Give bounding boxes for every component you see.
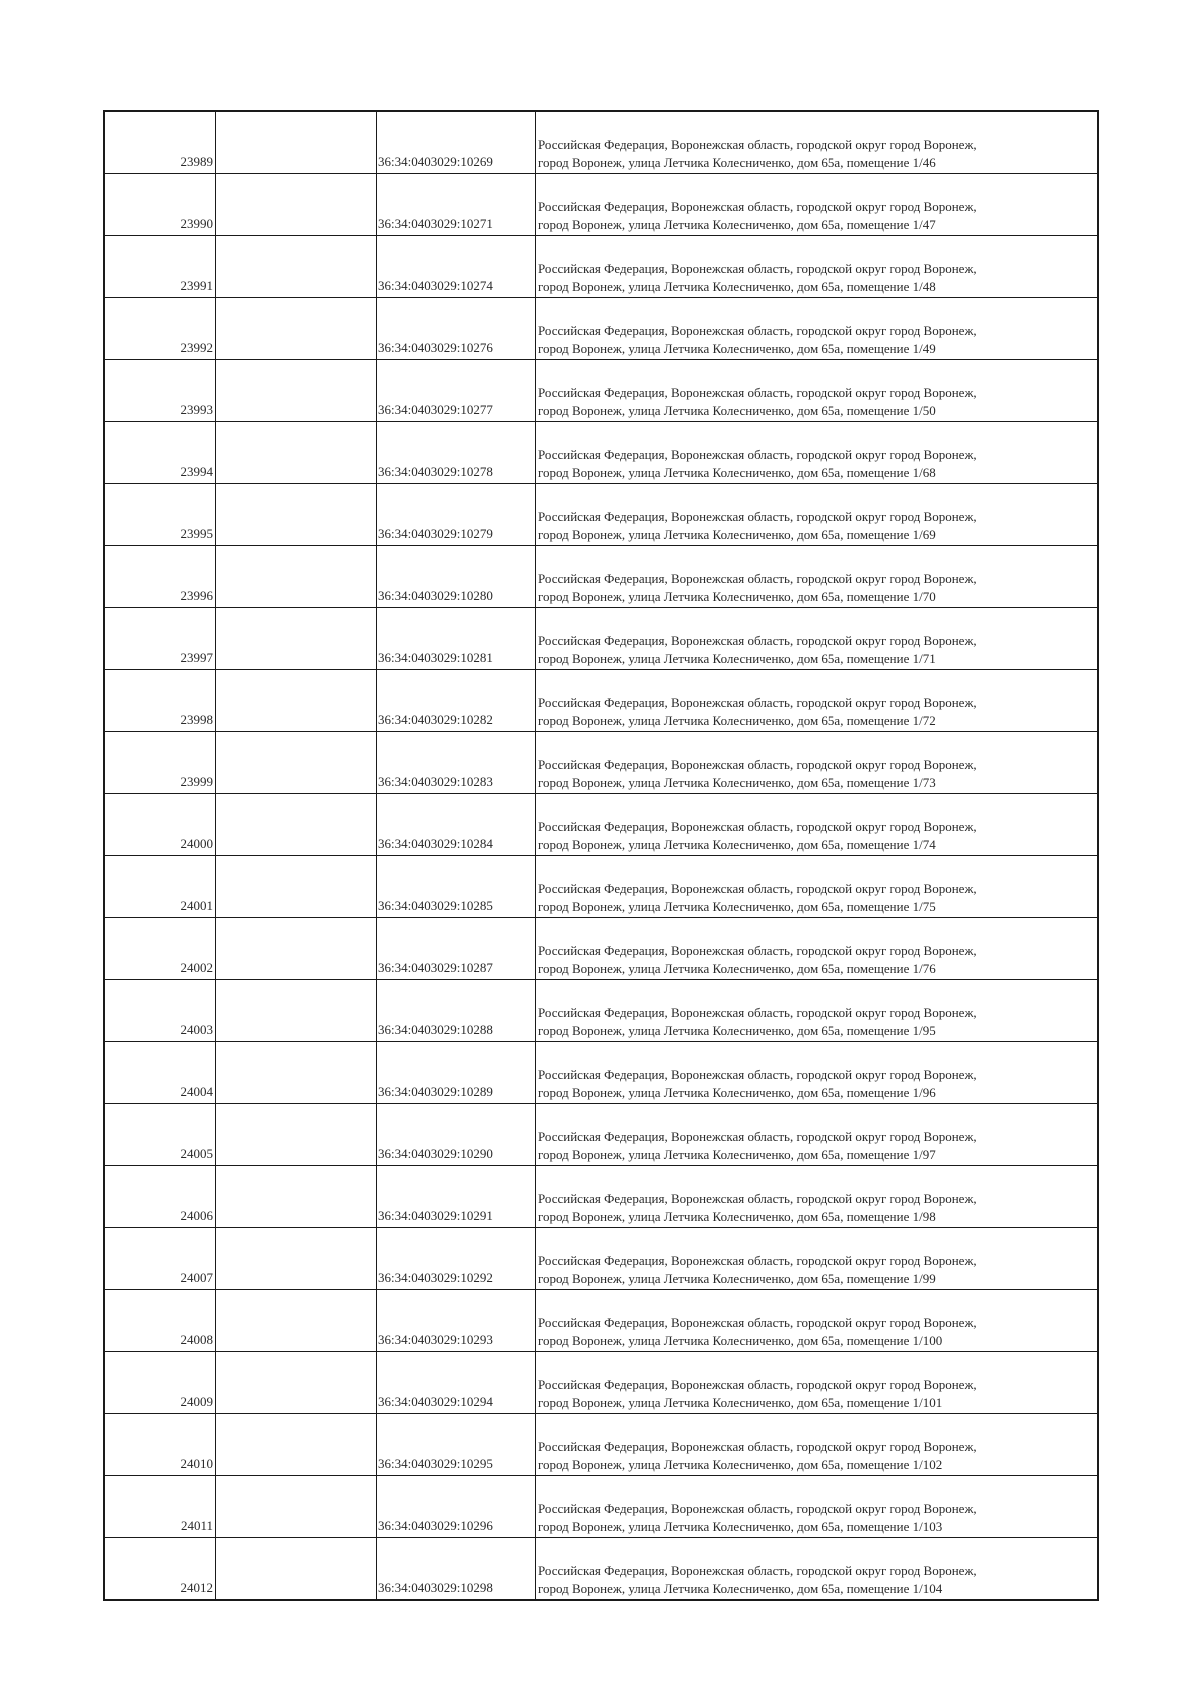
cadastral-number-cell: 36:34:0403029:10276 (377, 298, 536, 360)
address-line-1: Российская Федерация, Воронежская область, городской округ город Воронеж, (538, 509, 977, 524)
row-number-cell: 24006 (104, 1166, 216, 1228)
address-cell (536, 1290, 1099, 1352)
row-number-cell: 23994 (104, 422, 216, 484)
table-row (104, 236, 1098, 298)
address-cell (536, 794, 1099, 856)
empty-cell (216, 546, 377, 608)
cadastral-number-cell: 36:34:0403029:10284 (377, 794, 536, 856)
address-line-2: город Воронеж, улица Летчика Колесниченко, дом 65а, помещение 1/50 (538, 403, 936, 418)
address-line-1: Российская Федерация, Воронежская область, городской округ город Воронеж, (538, 881, 977, 896)
row-number-cell: 24001 (104, 856, 216, 918)
row-number-cell: 23997 (104, 608, 216, 670)
address-line-1: Российская Федерация, Воронежская область, городской округ город Воронеж, (538, 1005, 977, 1020)
address-line-2: город Воронеж, улица Летчика Колесниченко, дом 65а, помещение 1/75 (538, 899, 936, 914)
empty-cell (216, 1476, 377, 1538)
address-line-1: Российская Федерация, Воронежская область, городской округ город Воронеж, (538, 633, 977, 648)
address-cell (536, 1352, 1099, 1414)
table-row (104, 174, 1098, 236)
empty-cell (216, 856, 377, 918)
address-line-2: город Воронеж, улица Летчика Колесниченко, дом 65а, помещение 1/104 (538, 1581, 943, 1596)
table-row (104, 1104, 1098, 1166)
address-cell (536, 1042, 1099, 1104)
row-number-cell: 24007 (104, 1228, 216, 1290)
address-line-2: город Воронеж, улица Летчика Колесниченко, дом 65а, помещение 1/76 (538, 961, 936, 976)
address-line-1: Российская Федерация, Воронежская область, городской округ город Воронеж, (538, 1129, 977, 1144)
cadastral-number-cell: 36:34:0403029:10293 (377, 1290, 536, 1352)
address-line-2: город Воронеж, улица Летчика Колесниченко, дом 65а, помещение 1/46 (538, 155, 936, 170)
address-line-1: Российская Федерация, Воронежская область, городской округ город Воронеж, (538, 943, 977, 958)
empty-cell (216, 732, 377, 794)
row-number-cell: 23991 (104, 236, 216, 298)
address-line-2: город Воронеж, улица Летчика Колесниченко, дом 65а, помещение 1/100 (538, 1333, 943, 1348)
cadastral-number-cell: 36:34:0403029:10287 (377, 918, 536, 980)
address-cell (536, 546, 1099, 608)
row-number-cell: 24009 (104, 1352, 216, 1414)
property-registry-table (103, 110, 1099, 1601)
cadastral-number-cell: 36:34:0403029:10277 (377, 360, 536, 422)
cadastral-number-cell: 36:34:0403029:10283 (377, 732, 536, 794)
row-number-cell: 24000 (104, 794, 216, 856)
table-row (104, 1538, 1098, 1601)
cadastral-number-cell: 36:34:0403029:10285 (377, 856, 536, 918)
address-line-1: Российская Федерация, Воронежская область, городской округ город Воронеж, (538, 1315, 977, 1330)
empty-cell (216, 298, 377, 360)
registry-table-body (104, 111, 1098, 1600)
row-number-cell: 23998 (104, 670, 216, 732)
row-number-cell: 23999 (104, 732, 216, 794)
address-line-1: Российская Федерация, Воронежская область, городской округ город Воронеж, (538, 1501, 977, 1516)
address-line-2: город Воронеж, улица Летчика Колесниченко, дом 65а, помещение 1/103 (538, 1519, 943, 1534)
address-line-1: Российская Федерация, Воронежская область, городской округ город Воронеж, (538, 757, 977, 772)
address-cell (536, 111, 1099, 174)
cadastral-number-cell: 36:34:0403029:10278 (377, 422, 536, 484)
table-row (104, 670, 1098, 732)
empty-cell (216, 174, 377, 236)
address-line-1: Российская Федерация, Воронежская область, городской округ город Воронеж, (538, 137, 977, 152)
table-row (104, 732, 1098, 794)
address-cell (536, 918, 1099, 980)
row-number-cell: 23989 (104, 111, 216, 174)
address-line-2: город Воронеж, улица Летчика Колесниченко, дом 65а, помещение 1/98 (538, 1209, 936, 1224)
address-cell (536, 608, 1099, 670)
address-cell (536, 174, 1099, 236)
address-line-2: город Воронеж, улица Летчика Колесниченко, дом 65а, помещение 1/97 (538, 1147, 936, 1162)
address-line-2: город Воронеж, улица Летчика Колесниченко, дом 65а, помещение 1/69 (538, 527, 936, 542)
cadastral-number-cell: 36:34:0403029:10295 (377, 1414, 536, 1476)
empty-cell (216, 794, 377, 856)
address-line-1: Российская Федерация, Воронежская область, городской округ город Воронеж, (538, 199, 977, 214)
row-number-cell: 24012 (104, 1538, 216, 1601)
empty-cell (216, 1538, 377, 1601)
address-line-1: Российская Федерация, Воронежская область, городской округ город Воронеж, (538, 1067, 977, 1082)
row-number-cell: 23996 (104, 546, 216, 608)
empty-cell (216, 670, 377, 732)
cadastral-number-cell: 36:34:0403029:10271 (377, 174, 536, 236)
empty-cell (216, 608, 377, 670)
table-row (104, 918, 1098, 980)
row-number-cell: 24003 (104, 980, 216, 1042)
table-row (104, 794, 1098, 856)
address-line-2: город Воронеж, улица Летчика Колесниченко, дом 65а, помещение 1/48 (538, 279, 936, 294)
address-line-2: город Воронеж, улица Летчика Колесниченко, дом 65а, помещение 1/71 (538, 651, 936, 666)
table-row (104, 1290, 1098, 1352)
address-line-2: город Воронеж, улица Летчика Колесниченко, дом 65а, помещение 1/72 (538, 713, 936, 728)
table-row (104, 422, 1098, 484)
address-cell (536, 298, 1099, 360)
table-row (104, 484, 1098, 546)
address-cell (536, 360, 1099, 422)
address-line-2: город Воронеж, улица Летчика Колесниченко, дом 65а, помещение 1/73 (538, 775, 936, 790)
row-number-cell: 23995 (104, 484, 216, 546)
address-line-1: Российская Федерация, Воронежская область, городской округ город Воронеж, (538, 1563, 977, 1578)
address-cell (536, 1104, 1099, 1166)
row-number-cell: 24002 (104, 918, 216, 980)
address-line-2: город Воронеж, улица Летчика Колесниченко, дом 65а, помещение 1/102 (538, 1457, 943, 1472)
cadastral-number-cell: 36:34:0403029:10269 (377, 111, 536, 174)
cadastral-number-cell: 36:34:0403029:10282 (377, 670, 536, 732)
address-cell (536, 1476, 1099, 1538)
empty-cell (216, 1414, 377, 1476)
address-cell (536, 484, 1099, 546)
table-row (104, 1166, 1098, 1228)
table-row (104, 298, 1098, 360)
empty-cell (216, 1352, 377, 1414)
address-line-2: город Воронеж, улица Летчика Колесниченко, дом 65а, помещение 1/101 (538, 1395, 943, 1410)
row-number-cell: 23992 (104, 298, 216, 360)
table-row (104, 360, 1098, 422)
cadastral-number-cell: 36:34:0403029:10294 (377, 1352, 536, 1414)
empty-cell (216, 1228, 377, 1290)
empty-cell (216, 236, 377, 298)
address-line-2: город Воронеж, улица Летчика Колесниченко, дом 65а, помещение 1/68 (538, 465, 936, 480)
cadastral-number-cell: 36:34:0403029:10298 (377, 1538, 536, 1601)
empty-cell (216, 918, 377, 980)
table-row (104, 546, 1098, 608)
table-row (104, 1476, 1098, 1538)
table-row (104, 1414, 1098, 1476)
table-row (104, 1042, 1098, 1104)
address-line-2: город Воронеж, улица Летчика Колесниченко, дом 65а, помещение 1/96 (538, 1085, 936, 1100)
address-cell (536, 980, 1099, 1042)
address-line-1: Российская Федерация, Воронежская область, городской округ город Воронеж, (538, 385, 977, 400)
address-line-2: город Воронеж, улица Летчика Колесниченко, дом 65а, помещение 1/95 (538, 1023, 936, 1038)
address-line-1: Российская Федерация, Воронежская область, городской округ город Воронеж, (538, 695, 977, 710)
address-cell (536, 670, 1099, 732)
row-number-cell: 23990 (104, 174, 216, 236)
row-number-cell: 24004 (104, 1042, 216, 1104)
row-number-cell: 23993 (104, 360, 216, 422)
address-cell (536, 856, 1099, 918)
cadastral-number-cell: 36:34:0403029:10296 (377, 1476, 536, 1538)
empty-cell (216, 980, 377, 1042)
address-line-2: город Воронеж, улица Летчика Колесниченко, дом 65а, помещение 1/49 (538, 341, 936, 356)
address-line-1: Российская Федерация, Воронежская область, городской округ город Воронеж, (538, 1253, 977, 1268)
address-line-2: город Воронеж, улица Летчика Колесниченко, дом 65а, помещение 1/70 (538, 589, 936, 604)
address-line-1: Российская Федерация, Воронежская область, городской округ город Воронеж, (538, 323, 977, 338)
empty-cell (216, 1042, 377, 1104)
address-cell (536, 1414, 1099, 1476)
row-number-cell: 24005 (104, 1104, 216, 1166)
cadastral-number-cell: 36:34:0403029:10274 (377, 236, 536, 298)
address-line-2: город Воронеж, улица Летчика Колесниченко, дом 65а, помещение 1/47 (538, 217, 936, 232)
address-cell (536, 1228, 1099, 1290)
address-cell (536, 236, 1099, 298)
empty-cell (216, 360, 377, 422)
address-line-1: Российская Федерация, Воронежская область, городской округ город Воронеж, (538, 571, 977, 586)
cadastral-number-cell: 36:34:0403029:10290 (377, 1104, 536, 1166)
address-line-1: Российская Федерация, Воронежская область, городской округ город Воронеж, (538, 261, 977, 276)
address-line-1: Российская Федерация, Воронежская область, городской округ город Воронеж, (538, 1377, 977, 1392)
empty-cell (216, 111, 377, 174)
address-cell (536, 422, 1099, 484)
cadastral-number-cell: 36:34:0403029:10289 (377, 1042, 536, 1104)
table-row (104, 856, 1098, 918)
table-row (104, 1228, 1098, 1290)
cadastral-number-cell: 36:34:0403029:10291 (377, 1166, 536, 1228)
address-line-1: Российская Федерация, Воронежская область, городской округ город Воронеж, (538, 447, 977, 462)
address-line-1: Российская Федерация, Воронежская область, городской округ город Воронеж, (538, 819, 977, 834)
row-number-cell: 24010 (104, 1414, 216, 1476)
empty-cell (216, 1104, 377, 1166)
empty-cell (216, 1290, 377, 1352)
cadastral-number-cell: 36:34:0403029:10280 (377, 546, 536, 608)
address-cell (536, 732, 1099, 794)
address-line-2: город Воронеж, улица Летчика Колесниченко, дом 65а, помещение 1/99 (538, 1271, 936, 1286)
address-cell (536, 1166, 1099, 1228)
cadastral-number-cell: 36:34:0403029:10281 (377, 608, 536, 670)
address-line-2: город Воронеж, улица Летчика Колесниченко, дом 65а, помещение 1/74 (538, 837, 936, 852)
cadastral-number-cell: 36:34:0403029:10288 (377, 980, 536, 1042)
cadastral-number-cell: 36:34:0403029:10292 (377, 1228, 536, 1290)
table-row (104, 111, 1098, 174)
address-line-1: Российская Федерация, Воронежская область, городской округ город Воронеж, (538, 1439, 977, 1454)
table-row (104, 608, 1098, 670)
row-number-cell: 24008 (104, 1290, 216, 1352)
empty-cell (216, 484, 377, 546)
table-row (104, 980, 1098, 1042)
empty-cell (216, 422, 377, 484)
row-number-cell: 24011 (104, 1476, 216, 1538)
cadastral-number-cell: 36:34:0403029:10279 (377, 484, 536, 546)
address-cell (536, 1538, 1099, 1601)
table-row (104, 1352, 1098, 1414)
empty-cell (216, 1166, 377, 1228)
address-line-1: Российская Федерация, Воронежская область, городской округ город Воронеж, (538, 1191, 977, 1206)
